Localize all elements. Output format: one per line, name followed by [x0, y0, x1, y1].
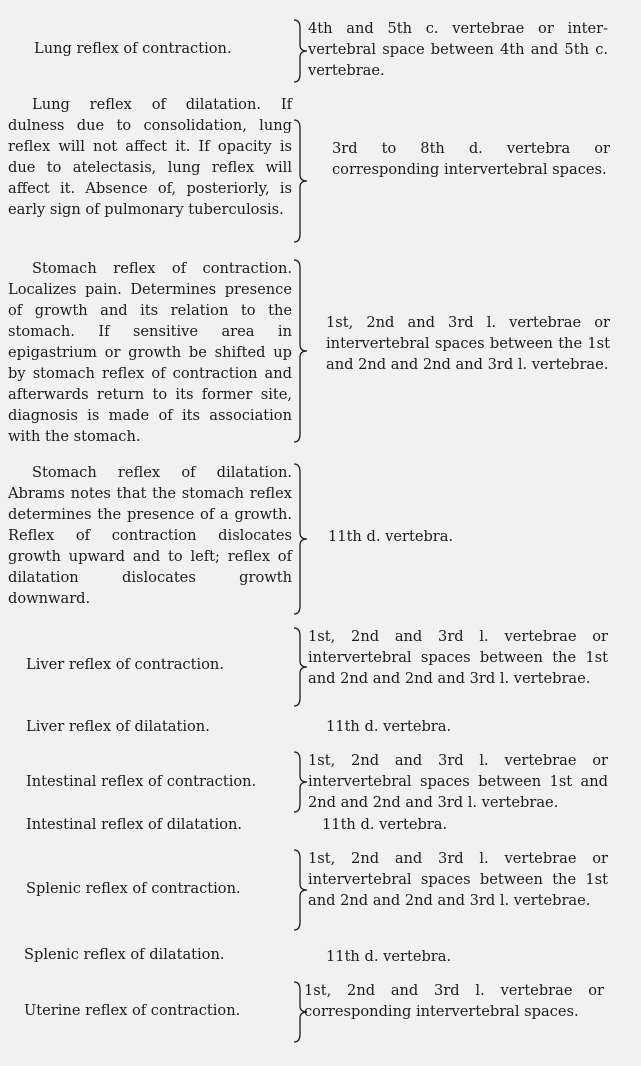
entry-location: 1st, 2nd and 3rd l. vertebrae or intervertebral spaces between the 1st and 2nd and 2nd and 3rd l. vertebrae.: [308, 628, 608, 687]
entry-description: Liver reflex of dilatation.: [26, 718, 210, 735]
entry-row: [0, 716, 641, 740]
entry-description: Stomach reflex of contraction. Localizes pain. Determines presence of growth and its relation to the stomach. If sensitive area in epigastrium or growth be shifted up by stomach reflex of contraction and afterwards return to its former site, diagnosis is made of its association with the stomach.: [8, 260, 292, 445]
entry-row: [0, 626, 641, 710]
entry-location: 11th d. vertebra.: [322, 816, 448, 833]
entry-description: Intestinal reflex of dilatation.: [26, 816, 243, 833]
entry-row: [0, 944, 641, 968]
entry-description: Stomach reflex of dilatation. Abrams notes that the stomach reflex determines the presence of a growth. Reflex of contraction dislocates growth upward and to left; reflex of dilatation dislocates growth downward.: [8, 464, 292, 607]
entry-location: 1st, 2nd and 3rd l. vertebrae or intervertebral spaces between 1st and 2nd and 2nd and 3rd l. vertebrae.: [308, 752, 608, 811]
entry-description: Intestinal reflex of contraction.: [26, 773, 257, 790]
entry-location: 11th d. vertebra.: [326, 718, 452, 735]
entry-description: Lung reflex of contraction.: [34, 40, 232, 57]
entry-row: [0, 462, 641, 618]
brace-icon: [292, 118, 310, 244]
entry-row: [0, 18, 641, 88]
entry-description: Splenic reflex of contraction.: [26, 880, 241, 897]
entry-row: [0, 94, 641, 244]
entry-location: 11th d. vertebra.: [328, 528, 454, 545]
entry-description: Uterine reflex of contraction.: [24, 1002, 241, 1019]
entry-location: 1st, 2nd and 3rd l. vertebrae or corresponding intervertebral spaces.: [304, 982, 604, 1020]
entry-row: [0, 848, 641, 934]
brace-icon: [292, 462, 310, 616]
entry-description: Liver reflex of contraction.: [26, 656, 224, 673]
entry-row: [0, 258, 641, 448]
entry-row: [0, 980, 641, 1046]
entry-row: [0, 750, 641, 816]
brace-icon: [292, 258, 310, 444]
entry-location: 1st, 2nd and 3rd l. vertebrae or intervertebral spaces between the 1st and 2nd and 2nd and 3rd l. vertebrae.: [308, 850, 608, 909]
entry-location: 1st, 2nd and 3rd l. vertebrae or intervertebral spaces between the 1st and 2nd and 2nd and 3rd l. vertebrae.: [326, 314, 610, 373]
entry-location: 11th d. vertebra.: [326, 948, 452, 965]
entry-location: 3rd to 8th d. vertebra or corresponding intervertebral spaces.: [332, 140, 610, 178]
entry-description: Lung reflex of dilatation. If dulness due to consolidation, lung reflex will not affect it. If opacity is due to atelectasis, lung reflex will affect it. Absence of, posteriorly, is early sign of pulmonary tuberculosis.: [8, 96, 292, 218]
entry-location: 4th and 5th c. vertebrae or inter-vertebral space between 4th and 5th c. vertebrae.: [308, 20, 608, 79]
entry-row: [0, 814, 641, 838]
entry-description: Splenic reflex of dilatation.: [24, 946, 225, 963]
